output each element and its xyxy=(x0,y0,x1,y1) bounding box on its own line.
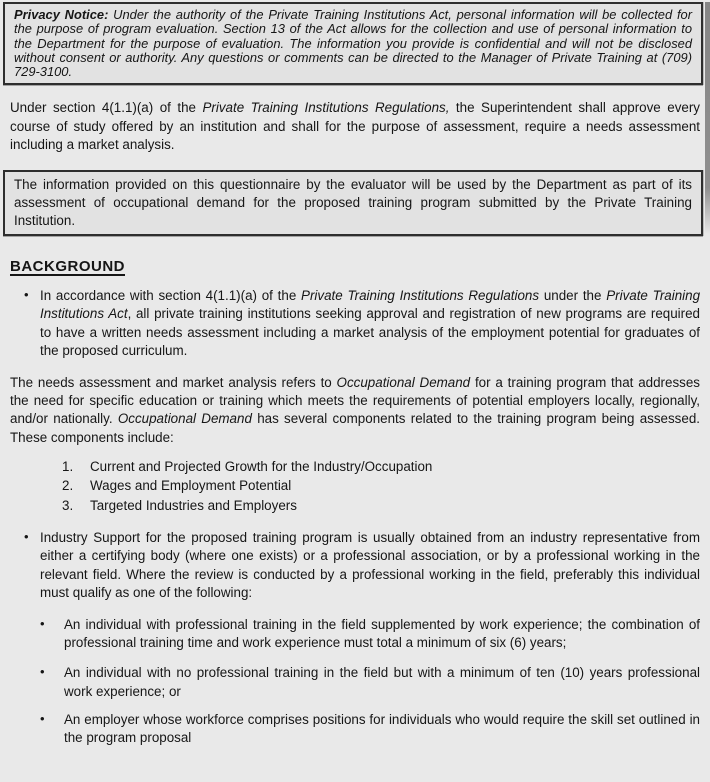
components-list xyxy=(62,457,700,516)
list-number: 1. xyxy=(62,458,74,474)
privacy-notice-box: Privacy Notice: Under the authority of the Private Training Institutions Act, personal information will be collected for the purpose of program evaluation. Section 13 of the Act allows for the collection and use of personal information to the Department for the purpose of evaluation. The information you provide is confidential and will not be disclosed without consent or authority. Any questions or comments can be directed to the Manager of Private Training at (709) 729-3100. xyxy=(3,2,703,85)
qualification-item-text: An employer whose workforce comprises positions for individuals who would require the skill set outlined in the program proposal xyxy=(64,711,700,746)
bullet-item-text: In accordance with section 4(1.1)(a) of the Private Training Institutions Regulations under the Private Training Institutions Act, all private training institutions seeking approval and registration of new programs are required to have a written needs assessment including a market analysis of the employment potential for graduates of the proposed curriculum. xyxy=(40,288,701,358)
bullet-icon: • xyxy=(24,529,29,545)
qualification-item xyxy=(40,616,700,652)
bullet-item-accordance xyxy=(24,287,700,360)
list-number: 3. xyxy=(62,497,74,513)
bullet-icon: • xyxy=(40,616,45,632)
info-box: The information provided on this questionnaire by the evaluator will be used by the Department as part of its assessment of occupational demand for the proposed training program submitted by the Private Training Institution. xyxy=(3,170,703,236)
intro-paragraph: Under section 4(1.1)(a) of the Private Training Institutions Regulations, the Superintendent shall approve every course of study offered by an institution and shall for the purpose of assessment, require a needs assessment including a market analysis. xyxy=(10,100,700,152)
background-heading: BACKGROUND xyxy=(10,258,125,276)
bullet-icon: • xyxy=(40,664,45,680)
list-item xyxy=(62,496,700,516)
needs-paragraph: The needs assessment and market analysis refers to Occupational Demand for a training program that addresses the need for specific education or training which meets the requirements of potential employers locally, regionally, and/or nationally. Occupational Demand has several components related to the training program being assessed. These components include: xyxy=(10,374,700,445)
list-item xyxy=(62,476,700,496)
bullet-item-industry xyxy=(24,529,700,602)
qualification-item xyxy=(40,664,700,700)
list-item xyxy=(62,457,700,477)
list-item-text: Wages and Employment Potential xyxy=(90,478,292,494)
bullet-item-text: Industry Support for the proposed training program is usually obtained from an industry representative from either a certifying body (where one exists) or a professional association, or by a professional working in the relevant field. Where the review is conducted by a professional working in the field, preferably this individual must qualify as one of the following: xyxy=(40,530,700,600)
qualification-item xyxy=(40,711,700,747)
qualification-item-text: An individual with professional training in the field supplemented by work experience; the combination of professional training time and work experience must total a minimum of six (6) years; xyxy=(64,617,700,651)
list-item-text: Current and Projected Growth for the Industry/Occupation xyxy=(90,458,433,474)
list-item-text: Targeted Industries and Employers xyxy=(90,497,297,513)
list-number: 2. xyxy=(62,478,74,494)
qualification-item-text: An individual with no professional training in the field but with a minimum of ten (10) years professional work experience; or xyxy=(64,665,700,699)
scan-edge-artifact xyxy=(705,2,710,234)
bullet-icon: • xyxy=(24,287,29,303)
bullet-icon: • xyxy=(40,710,45,726)
